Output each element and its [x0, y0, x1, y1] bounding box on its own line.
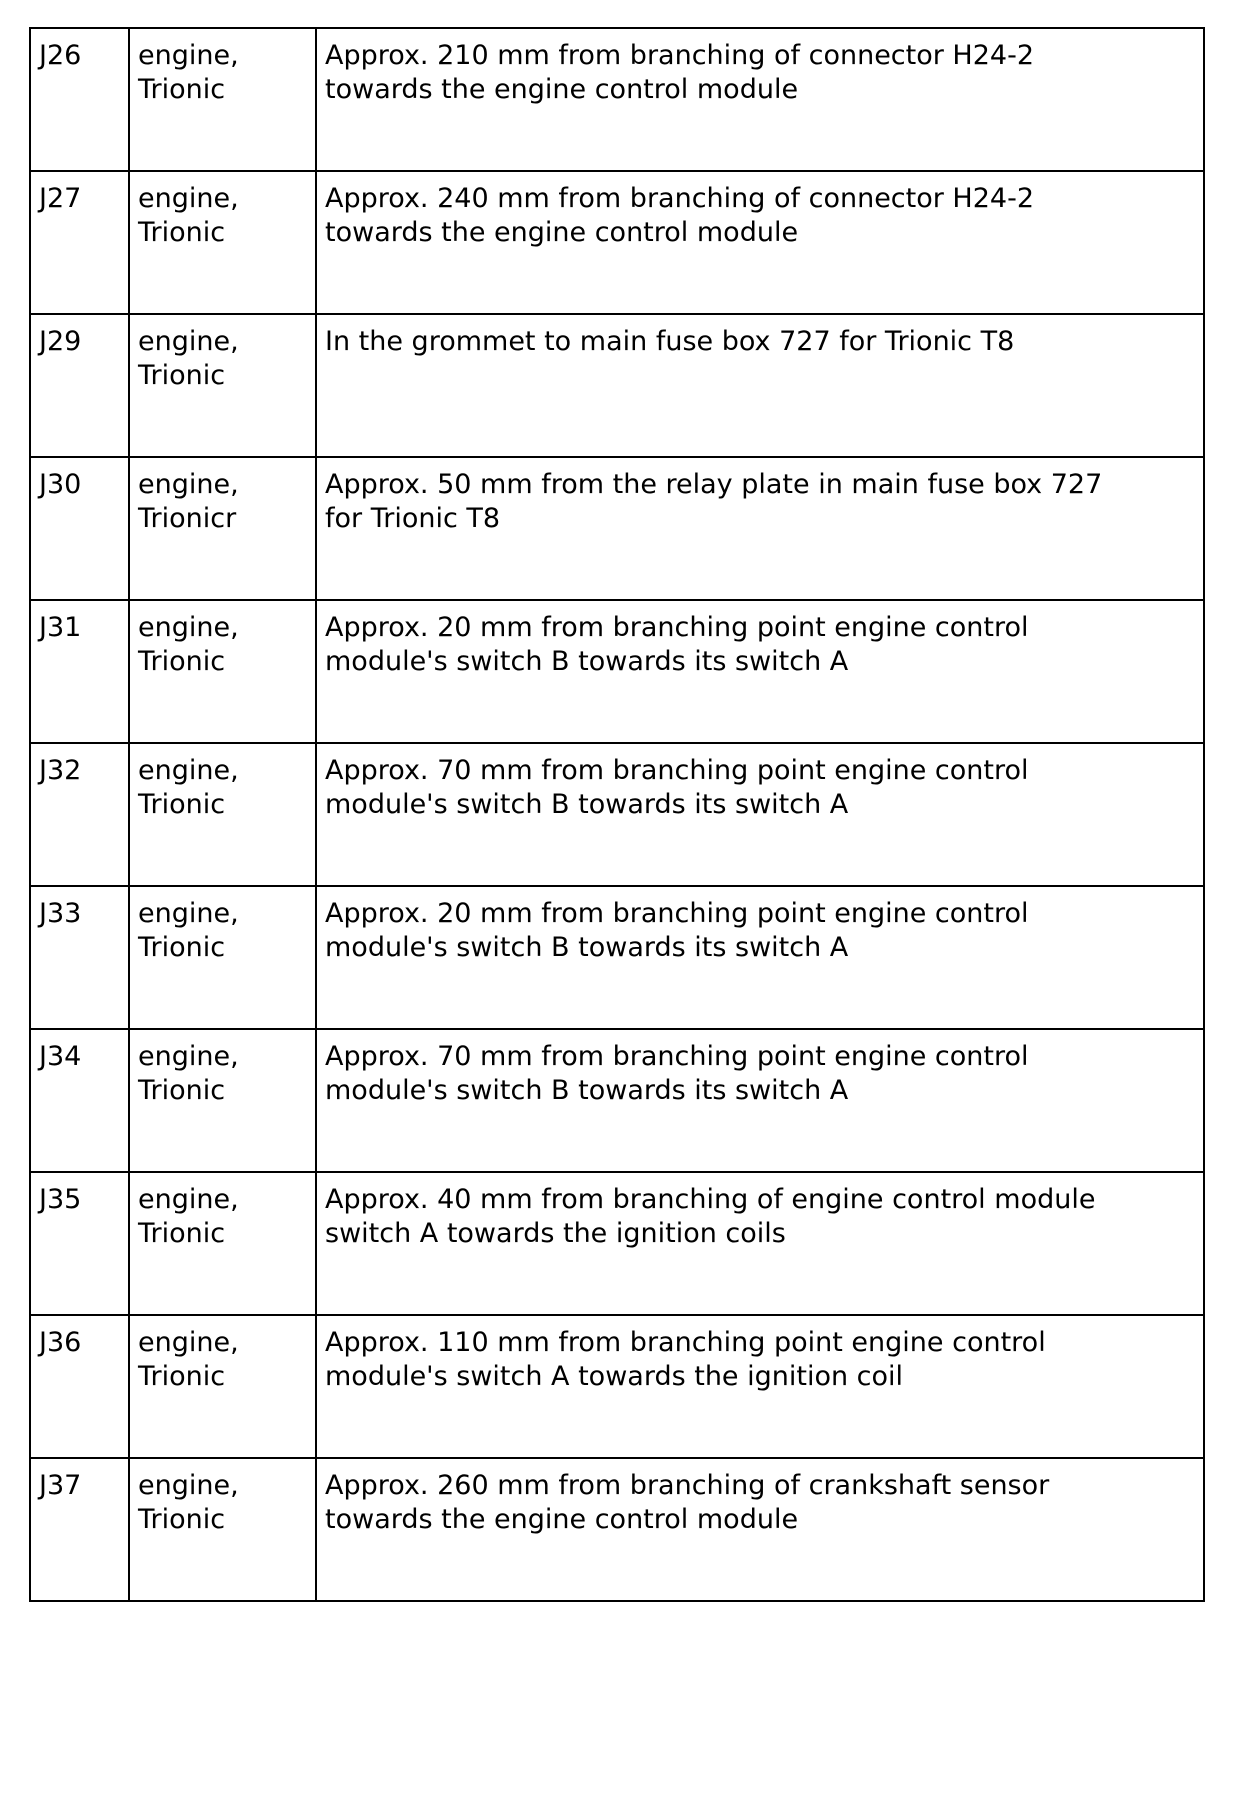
location-line: Trionic — [138, 646, 226, 677]
table-row — [30, 1172, 1204, 1315]
table-row — [30, 886, 1204, 1029]
location-line: engine, — [138, 40, 239, 71]
description-line: Approx. 240 mm from branching of connector H24-2 — [325, 183, 1035, 214]
table-row — [30, 28, 1204, 171]
cell-id: J36 — [30, 1315, 129, 1458]
table-row — [30, 1315, 1204, 1458]
location-line: engine, — [138, 612, 239, 643]
description-line: towards the engine control module — [325, 1504, 799, 1535]
cell-id: J26 — [30, 28, 129, 171]
location-line: Trionic — [138, 217, 226, 248]
cell-location — [129, 886, 316, 1029]
cell-description — [316, 1172, 1204, 1315]
table-row — [30, 1029, 1204, 1172]
description-line: Approx. 70 mm from branching point engine control — [325, 1041, 1029, 1072]
cell-description — [316, 314, 1204, 457]
cell-location — [129, 743, 316, 886]
cell-description — [316, 1315, 1204, 1458]
cell-id: J34 — [30, 1029, 129, 1172]
cell-id: J35 — [30, 1172, 129, 1315]
table-row — [30, 171, 1204, 314]
cell-location — [129, 457, 316, 600]
cell-location — [129, 600, 316, 743]
cell-location — [129, 1172, 316, 1315]
cell-id: J31 — [30, 600, 129, 743]
table-body — [30, 28, 1204, 1601]
location-line: engine, — [138, 183, 239, 214]
description-line: Approx. 260 mm from branching of crankshaft sensor — [325, 1470, 1050, 1501]
description-line: module's switch B towards its switch A — [325, 1075, 849, 1106]
cell-location — [129, 1458, 316, 1601]
cell-location — [129, 314, 316, 457]
cell-description — [316, 457, 1204, 600]
description-line: towards the engine control module — [325, 74, 799, 105]
description-line: module's switch B towards its switch A — [325, 932, 849, 963]
location-line: Trionic — [138, 1361, 226, 1392]
description-line: Approx. 20 mm from branching point engine control — [325, 612, 1029, 643]
location-line: engine, — [138, 898, 239, 929]
table-row — [30, 314, 1204, 457]
description-line: Approx. 50 mm from the relay plate in main fuse box 727 — [325, 469, 1103, 500]
location-line: Trionic — [138, 74, 226, 105]
cell-id: J33 — [30, 886, 129, 1029]
location-line: Trionicr — [138, 503, 237, 534]
cell-description — [316, 743, 1204, 886]
cell-id: J32 — [30, 743, 129, 886]
table-row — [30, 743, 1204, 886]
location-line: Trionic — [138, 360, 226, 391]
cell-description — [316, 1029, 1204, 1172]
cell-location — [129, 1029, 316, 1172]
cell-description — [316, 1458, 1204, 1601]
description-line: In the grommet to main fuse box 727 for Trionic T8 — [325, 326, 1015, 357]
description-line: module's switch B towards its switch A — [325, 646, 849, 677]
description-line: Approx. 110 mm from branching point engine control — [325, 1327, 1046, 1358]
description-line: switch A towards the ignition coils — [325, 1218, 786, 1249]
description-line: for Trionic T8 — [325, 503, 501, 534]
cell-id: J30 — [30, 457, 129, 600]
cell-id: J29 — [30, 314, 129, 457]
location-line: engine, — [138, 755, 239, 786]
location-line: engine, — [138, 1470, 239, 1501]
cell-description — [316, 886, 1204, 1029]
cell-description — [316, 171, 1204, 314]
location-line: engine, — [138, 469, 239, 500]
table-row — [30, 1458, 1204, 1601]
location-line: Trionic — [138, 789, 226, 820]
description-line: Approx. 70 mm from branching point engine control — [325, 755, 1029, 786]
location-line: Trionic — [138, 1504, 226, 1535]
location-line: Trionic — [138, 932, 226, 963]
cell-location — [129, 28, 316, 171]
cell-id: J37 — [30, 1458, 129, 1601]
cell-id: J27 — [30, 171, 129, 314]
location-line: Trionic — [138, 1218, 226, 1249]
description-line: Approx. 40 mm from branching of engine control module — [325, 1184, 1096, 1215]
description-line: module's switch A towards the ignition coil — [325, 1361, 904, 1392]
cell-location — [129, 1315, 316, 1458]
cell-location — [129, 171, 316, 314]
cell-description — [316, 600, 1204, 743]
location-line: engine, — [138, 1041, 239, 1072]
description-line: Approx. 20 mm from branching point engine control — [325, 898, 1029, 929]
location-line: engine, — [138, 326, 239, 357]
cell-description — [316, 28, 1204, 171]
description-line: module's switch B towards its switch A — [325, 789, 849, 820]
splice-location-table — [29, 27, 1205, 1602]
table-row — [30, 457, 1204, 600]
location-line: engine, — [138, 1184, 239, 1215]
table-row — [30, 600, 1204, 743]
description-line: Approx. 210 mm from branching of connector H24-2 — [325, 40, 1035, 71]
location-line: engine, — [138, 1327, 239, 1358]
description-line: towards the engine control module — [325, 217, 799, 248]
location-line: Trionic — [138, 1075, 226, 1106]
